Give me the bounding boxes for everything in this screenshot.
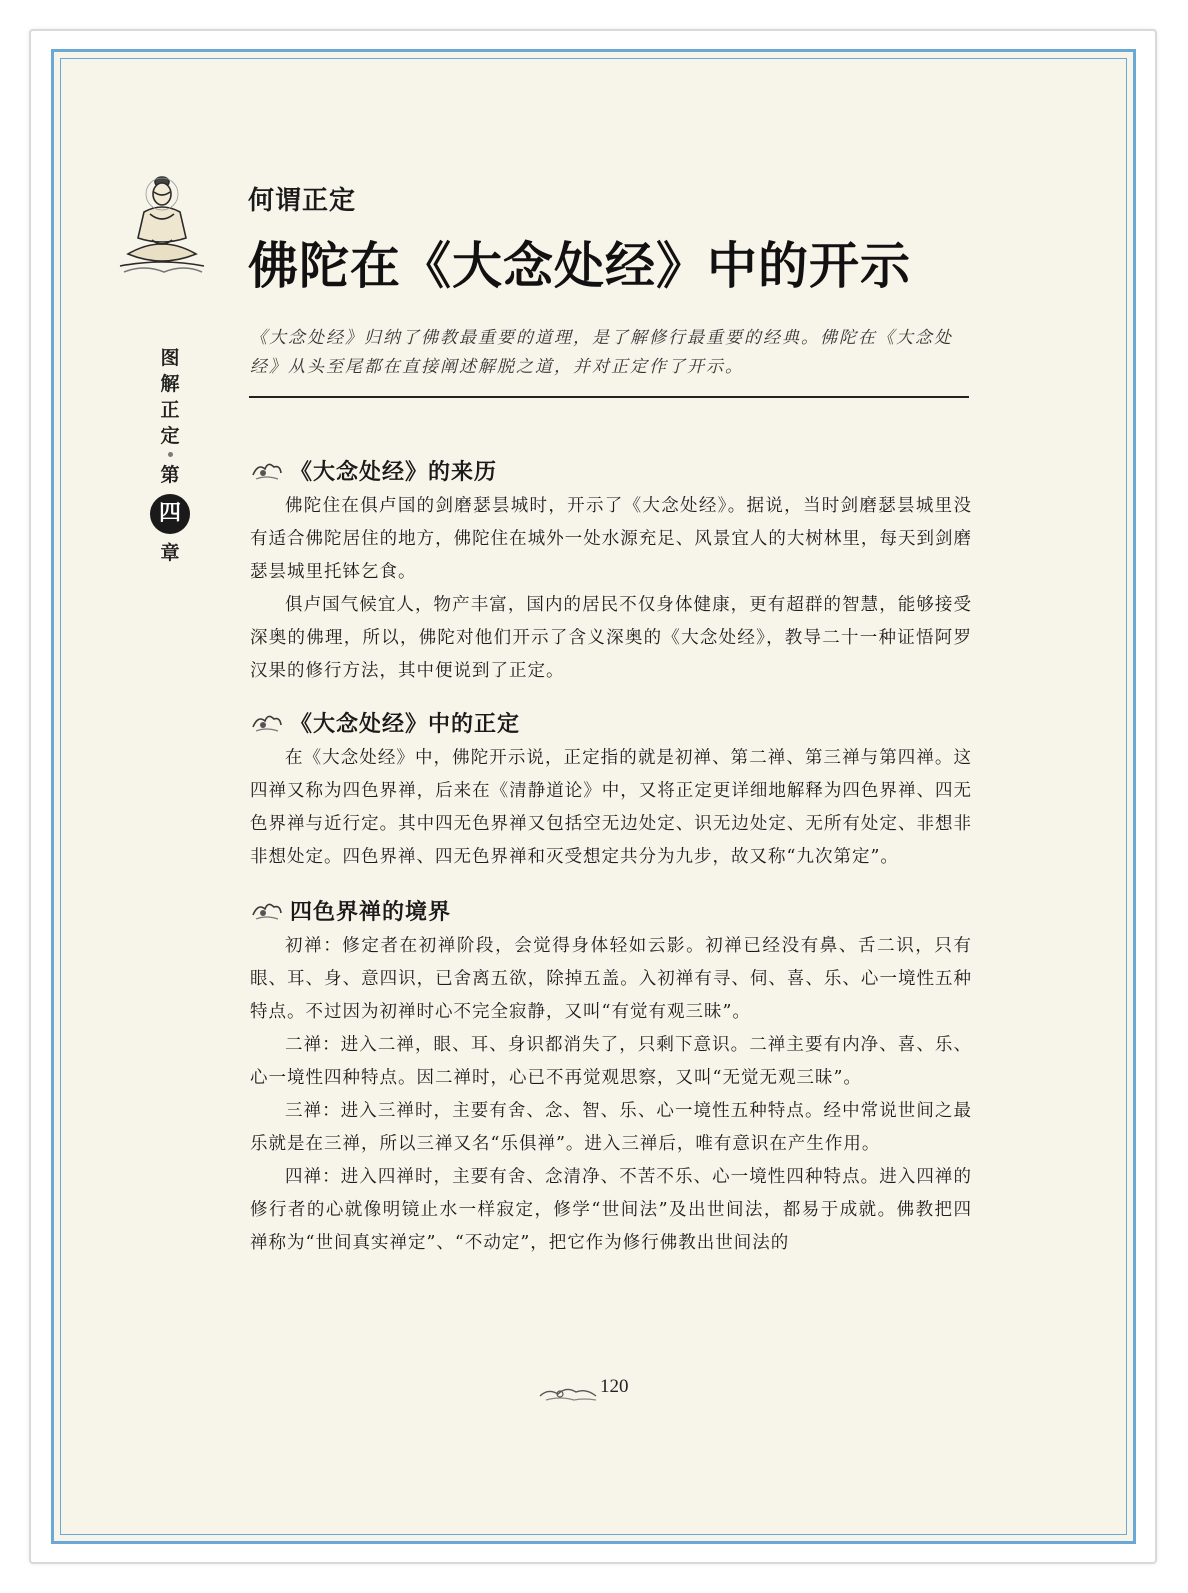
section-heading-text: 《大念处经》的来历	[290, 458, 498, 485]
chapter-prefix: 第	[160, 464, 180, 486]
chapter-number-badge: 四	[150, 494, 190, 534]
lotus-cloud-icon	[250, 709, 284, 735]
section-right-concentration	[250, 702, 972, 874]
section-heading-text: 四色界禅的境界	[290, 898, 452, 925]
spine-dot	[168, 452, 173, 457]
paragraph: 四禅：进入四禅时，主要有舍、念清净、不苦不乐、心一境性四种特点。进入四禅的修行者的心就像明镜止水一样寂定，修学“世间法”及出世间法，都易于成就。佛教把四禅称为“世间真实禅定”、“不动定”，把它作为修行佛教出世间法的	[250, 1167, 972, 1253]
paragraph: 佛陀住在俱卢国的剑磨瑟昙城时，开示了《大念处经》。据说，当时剑磨瑟昙城里没有适合佛陀居住的地方，佛陀住在城外一处水源充足、风景宜人的大树林里，每天到剑磨瑟昙城里托钵乞食。	[250, 496, 972, 582]
page-title: 佛陀在《大念处经》中的开示	[248, 237, 911, 295]
divider	[249, 396, 969, 398]
spine-char: 正	[160, 399, 180, 421]
section-origin	[250, 450, 972, 688]
chapter-spine-label	[150, 345, 190, 566]
page-number	[538, 1376, 648, 1406]
seated-buddha-icon	[114, 168, 210, 280]
spine-char: 图	[160, 347, 180, 369]
spine-char: 解	[160, 373, 180, 395]
paragraph: 三禅：进入三禅时，主要有舍、念、智、乐、心一境性五种特点。经中常说世间之最乐就是在三禅，所以三禅又名“乐俱禅”。进入三禅后，唯有意识在产生作用。	[250, 1101, 972, 1154]
chapter-suffix: 章	[160, 542, 180, 564]
intro-text: 《大念处经》归纳了佛教最重要的道理，是了解修行最重要的经典。佛陀在《大念处经》从头至尾都在直接阐述解脱之道，并对正定作了开示。	[250, 328, 953, 377]
section-heading	[250, 702, 972, 742]
paragraph: 俱卢国气候宜人，物产丰富，国内的居民不仅身体健康，更有超群的智慧，能够接受深奥的佛理，所以，佛陀对他们开示了含义深奥的《大念处经》，教导二十一种证悟阿罗汉果的修行方法，其中便说到了正定。	[250, 595, 972, 681]
paragraph: 二禅：进入二禅，眼、耳、身识都消失了，只剩下意识。二禅主要有内净、喜、乐、心一境性四种特点。因二禅时，心已不再觉观思察，又叫“无觉无观三昧”。	[250, 1035, 972, 1088]
paragraph: 初禅：修定者在初禅阶段，会觉得身体轻如云影。初禅已经没有鼻、舌二识，只有眼、耳、身、意四识，已舍离五欲，除掉五盖。入初禅有寻、伺、喜、乐、心一境性五种特点。不过因为初禅时心不完全寂静，又叫“有觉有观三昧”。	[250, 936, 972, 1022]
section-four-dhyanas	[250, 890, 972, 1260]
article-body	[250, 450, 972, 1260]
lotus-cloud-icon	[250, 897, 284, 923]
cloud-ornament-icon	[538, 1376, 600, 1406]
page-subtitle: 何谓正定	[248, 186, 357, 216]
spine-char: 定	[160, 425, 180, 447]
paragraph: 在《大念处经》中，佛陀开示说，正定指的就是初禅、第二禅、第三禅与第四禅。这四禅又称为四色界禅，后来在《清静道论》中，又将正定更详细地解释为四色界禅、四无色界禅与近行定。其中四无色界禅又包括空无边处定、识无边处定、无所有处定、非想非非想处定。四色界禅、四无色界禅和灭受想定共分为九步，故又称“九次第定”。	[250, 748, 972, 867]
section-heading-text: 《大念处经》中的正定	[290, 710, 521, 737]
lotus-cloud-icon	[250, 457, 284, 483]
section-heading	[250, 890, 972, 930]
page-number-text: 120	[600, 1376, 629, 1397]
section-heading	[250, 450, 972, 490]
